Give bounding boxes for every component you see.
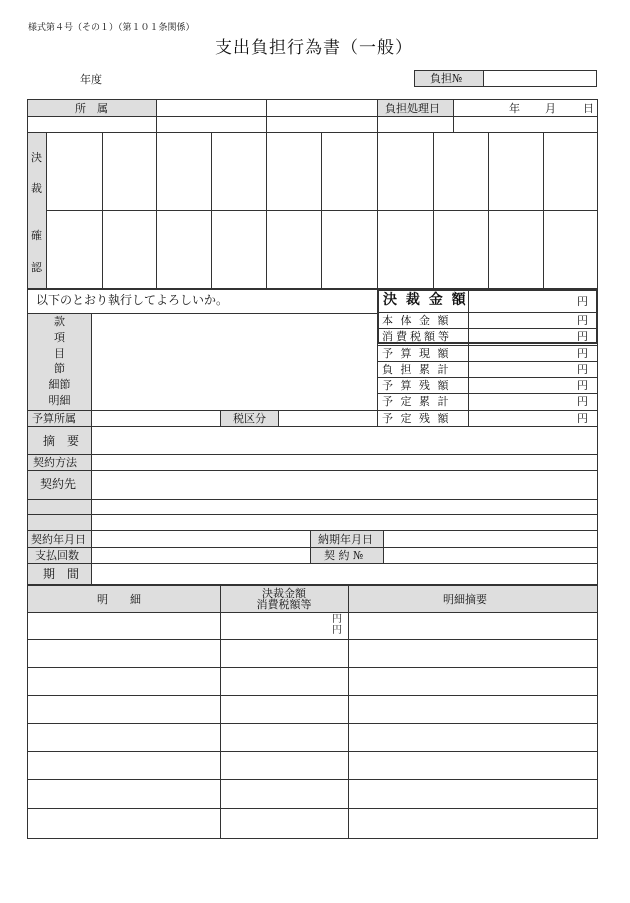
details-row-unit: 円 [332,625,342,636]
tax-category-label: 税区分 [233,412,266,425]
decision-char-2: 裁 [31,182,42,195]
contract-date-label: 契約年月日 [31,533,86,546]
request-text: 以下のとおり執行してよろしいか。 [36,293,229,307]
budget-affiliation-label: 予算所属 [32,412,76,425]
form-number: 様式第４号（その１）（第１０１条関係） [28,23,195,33]
amount-row-unit: 円 [577,395,588,408]
approval-section [27,99,598,289]
budget-item-meisai: 明細 [48,394,71,407]
amount-row-label: 予 算 現 額 [382,347,451,360]
confirmation-char-1: 確 [31,229,42,242]
details-col-summary: 明細摘要 [443,593,487,606]
affiliation-label: 所 属 [75,102,108,115]
year-label: 年 [509,102,520,115]
confirmation-char-2: 認 [31,261,42,274]
amount-row-unit: 円 [577,314,588,327]
summary-label: 摘 要 [43,434,80,448]
day-label: 日 [583,102,594,115]
amount-row-label: 予 算 残 額 [382,379,451,392]
amount-row-unit: 円 [577,412,588,425]
amount-row-unit: 円 [577,347,588,360]
contract-no-label: 契 約 № [324,549,364,562]
decision-char-1: 決 [31,151,42,164]
month-label: 月 [545,102,556,115]
page-title: 支出負担行為書（一般） [215,38,413,58]
budget-item-kou: 項 [54,331,65,344]
amount-row-unit: 円 [577,379,588,392]
details-table [27,585,598,839]
amount-row-label: 予 定 残 額 [382,412,451,425]
decision-amount-label: 決 裁 金 額 [383,292,468,308]
budget-item-saisetsu: 細節 [48,378,71,391]
decision-amount-yen: 円 [577,295,588,308]
payment-count-label: 支払回数 [35,549,79,562]
amount-row-label: 本 体 金 額 [382,314,451,327]
budget-item-setsu: 節 [54,362,65,375]
details-col-detail: 明 細 [97,593,141,606]
amount-row-label: 予 定 累 計 [382,395,451,408]
contractor-label: 契約先 [40,477,77,491]
fiscal-year-label: 年度 [80,73,102,86]
amount-row-unit: 円 [577,330,588,343]
contract-method-label: 契約方法 [33,456,77,469]
details-row-unit: 円 [332,614,342,625]
amount-row-label: 負 担 累 計 [382,363,451,376]
details-col-amount-line2: 消費税額等 [256,598,312,611]
amount-row-label: 消費税額等 [382,330,452,343]
budget-item-moku: 目 [54,347,65,360]
period-label: 期 間 [43,567,80,581]
amount-row-unit: 円 [577,363,588,376]
details-col-amount-line1: 決裁金額 [262,587,306,600]
delivery-date-label: 納期年月日 [318,533,373,546]
processing-date-label: 負担処理日 [385,102,440,115]
budget-item-kan: 款 [54,315,65,328]
burden-no-label: 負担№ [430,72,463,85]
